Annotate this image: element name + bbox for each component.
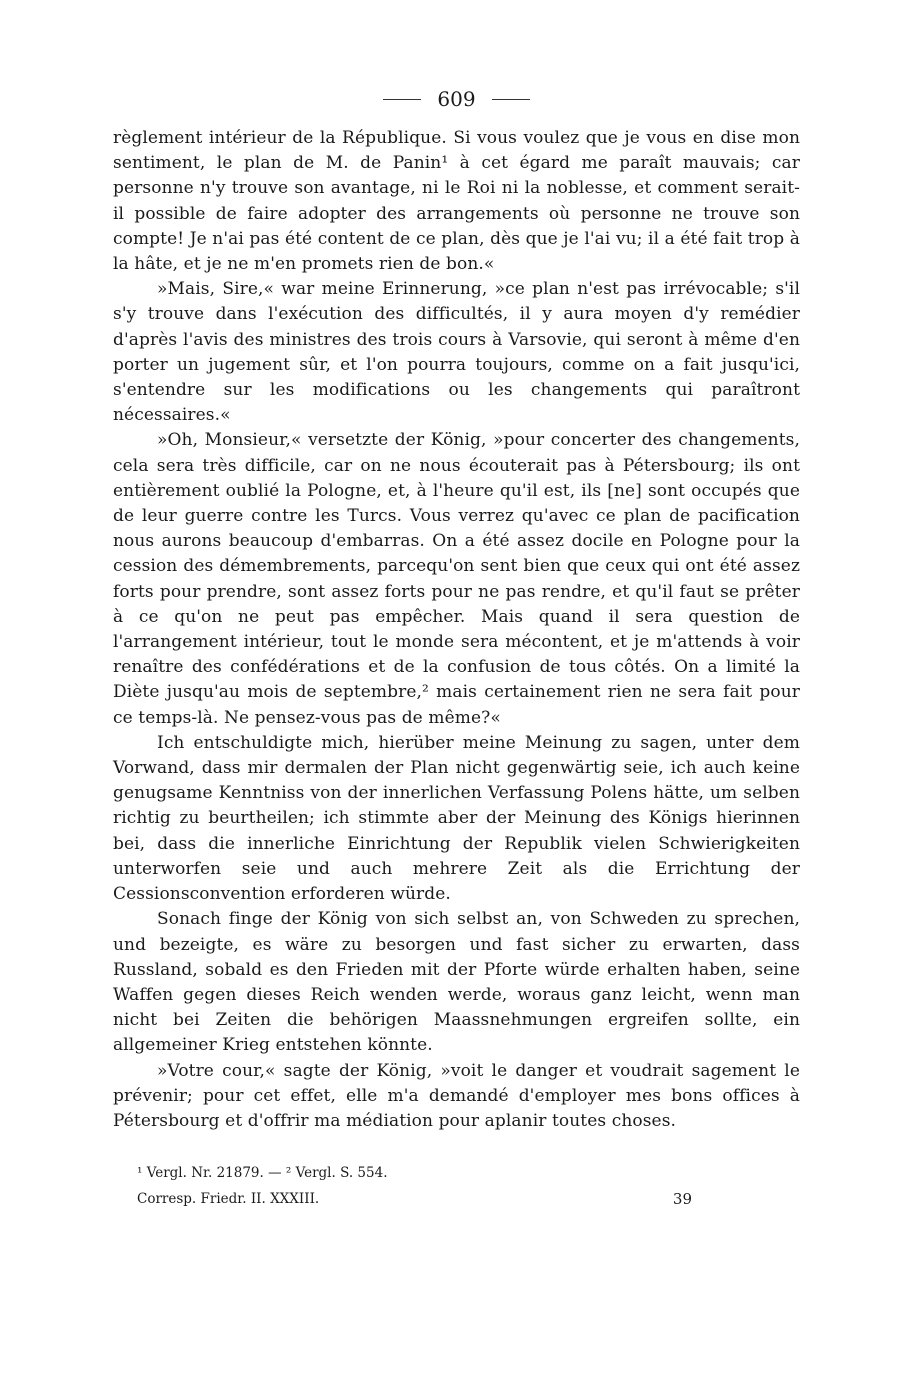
paragraph-4: Ich entschuldigte mich, hierüber meine Meinung zu sagen, unter dem Vorwand, dass mir dermalen der Plan nicht gegenwärtig seie, ich auch keine genugsame Kenntniss von der innerlichen Verfassung Polens hätte, um selben richtig zu beurtheilen; ich stimmte aber der Meinung des Königs hierinnen bei, dass die innerliche Einrichtung der Republik vielen Schwierigkeiten unterworfen seie und auch mehrere Zeit als die Errichtung der Cessionsconvention erforderen würde. <box>113 732 800 905</box>
header-rule-right <box>492 99 530 100</box>
paragraph-3: »Oh, Monsieur,« versetzte der König, »pour concerter des changements, cela sera très difficile, car on ne nous écouterait pas à Pétersbourg; ils ont entièrement oublié la Pologne, et, à l'heure qu'il est, ils [ne] sont occupés que de leur guerre contre les Turcs. Vous verrez qu'avec ce plan de pacification nous aurons beaucoup d'embarras. On a été assez docile en Pologne pour la cession des démembrements, parcequ'on sent bien que ceux qui ont été assez forts pour prendre, sont assez forts pour ne pas rendre, et qu'il faut se prêter à ce qu'on ne peut pas empêcher. Mais quand il sera question de l'arrangement intérieur, tout le monde sera mécontent, et je m'attends à voir renaître des confédérations et de la confusion de tous côtés. On a limité la Diète jusqu'au mois de septembre,² mais certainement rien ne sera fait pour ce temps-là. Ne pensez-vous pas de même?« <box>113 430 800 728</box>
paragraph-5: Sonach finge der König von sich selbst an, von Schweden zu sprechen, und bezeigte, es wäre zu besorgen und fast sicher zu erwarten, dass Russland, sobald es den Frieden mit der Pforte würde erhalten haben, seine Waffen gegen dieses Reich wenden werde, woraus ganz leicht, wenn man nicht bei Zeiten die behörigen Maassnehmungen ergreifen sollte, ein allgemeiner Krieg entstehen könnte. <box>113 909 800 1056</box>
signature-line <box>113 1186 800 1212</box>
header-rule-left <box>383 99 421 100</box>
page-number: 609 <box>437 87 476 111</box>
paragraph-1: règlement intérieur de la République. Si vous voulez que je vous en dise mon sentiment, le plan de M. de Panin¹ à cet égard me paraît mauvais; car personne n'y trouve son avantage, ni le Roi ni la noblesse, et comment serait-il possible de faire adopter des arrangements où personne ne trouve son compte! Je n'ai pas été content de ce plan, dès que je l'ai vu; il a été fait trop à la hâte, et je ne m'en promets rien de bon.« <box>113 128 800 275</box>
paragraph-2: »Mais, Sire,« war meine Erinnerung, »ce plan n'est pas irrévocable; s'il s'y trouve dans l'exécution des difficultés, il y aura moyen d'y remédier d'après l'avis des ministres des trois cours à Varsovie, qui seront à même d'en porter un jugement sûr, et l'on pourra toujours, comme on a fait jusqu'ici, s'entendre sur les modifications ou les changements qui paraîtront nécessaires.« <box>113 279 800 426</box>
footnotes <box>113 1160 800 1212</box>
body-text <box>113 126 800 1134</box>
running-header <box>113 82 800 116</box>
document-page <box>113 82 800 1212</box>
paragraph-6: »Votre cour,« sagte der König, »voit le danger et voudrait sagement le prévenir; pour cet effet, elle m'a demandé d'employer mes bons offices à Pétersbourg et d'offrir ma médiation pour aplanir toutes choses. <box>113 1060 800 1131</box>
signature-number: 39 <box>672 1190 692 1209</box>
footnote-references: ¹ Vergl. Nr. 21879. — ² Vergl. S. 554. <box>137 1165 388 1182</box>
signature-mark: Corresp. Friedr. II. XXXIII. <box>137 1191 320 1208</box>
